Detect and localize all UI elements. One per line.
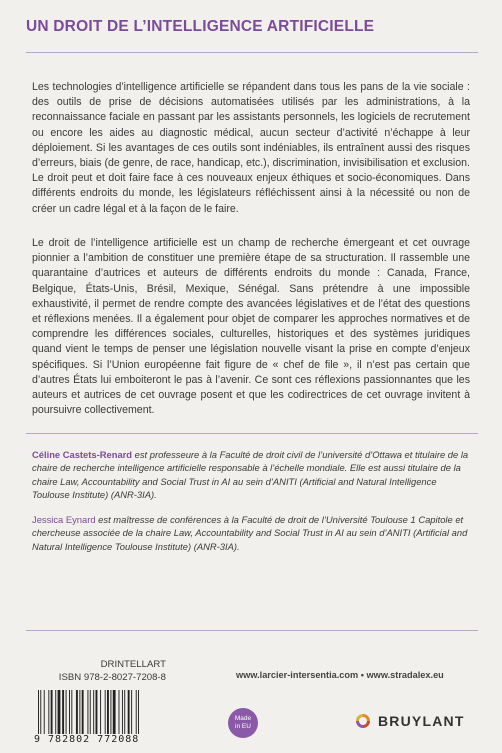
barcode: [36, 690, 172, 734]
book-title: UN DROIT DE L’INTELLIGENCE ARTIFICIELLE: [26, 18, 375, 35]
author-bio-text: est maîtresse de conférences à la Faculté de droit de l’Université Toulouse 1 Capitole et chercheuse associée de la chaire Law, Accountability and Social Trust in AI au sein d’ANITI (Artificial and Natural Intelligence Toulouse Institute) (ANR-3IA).: [32, 514, 468, 552]
bruylant-logo-icon: [354, 712, 372, 730]
author-name: Jessica Eynard: [32, 514, 96, 525]
divider: [26, 52, 478, 53]
summary-paragraph-1: Les technologies d’intelligence artificielle se répandent dans tous les pans de la vie sociale : des outils de prise de décisions automatisées utilisés par les administrations, à la reconnaissance faciale en passant par les assistants personnels, les logiciels de recrutement ou encore les aides au diagnostic médical, aucun secteur d’activité n’échappe à leur déploiement. Si les avantages de ces outils sont indéniables, ils entraînent aussi des risques d’erreurs, biais (de genre, de race, handicap, etc.), discrimination, invisibilisation et exclusion. Le droit peut et doit faire face à ces nouveaux enjeux éthiques et socio-économiques. Dans différents endroits du monde, les législateurs réfléchissent ainsi à la nécessité ou non de créer un cadre légal et à la façon de le faire.: [32, 81, 470, 215]
divider: [26, 630, 478, 631]
publisher-name: BRUYLANT: [378, 713, 465, 729]
book-code: DRINTELLART: [100, 659, 166, 670]
made-in-label: Made: [234, 715, 252, 722]
book-codes: [50, 658, 166, 684]
divider: [26, 433, 478, 434]
made-in-label: in EU: [235, 723, 251, 730]
isbn: ISBN 978-2-8027-7208-8: [58, 672, 166, 683]
publisher: [354, 712, 465, 730]
publisher-websites: www.larcier-intersentia.com • www.stradalex.eu: [236, 670, 444, 680]
author-bio-text: est professeure à la Faculté de droit civil de l’université d’Ottawa et titulaire de la chaire de recherche intelligence artificielle responsable à l’échelle mondiale. Elle est aussi titulaire de la chaire Law, Accountability and Social Trust in AI au sein d’ANITI (Artificial and Natural Intelligence Toulouse Institute) (ANR-3IA).: [32, 449, 469, 501]
author-name: Céline Castets-Renard: [32, 449, 133, 460]
ean-number: 9 782802 772088: [34, 734, 140, 745]
author-bio-1: [32, 448, 470, 502]
author-bio-2: [32, 513, 470, 553]
summary-paragraph-2: Le droit de l’intelligence artificielle est un champ de recherche émergeant et cet ouvrage pionnier a l’ambition de constituer une première étape de sa structuration. Il rassemble une quarantaine d’autrices et auteurs de différents endroits du monde : Canada, France, Belgique, États-Unis, Brésil, Mexique, Sénégal. Sans prétendre à une impossible exhaustivité, il permet de rendre compte des avancées législatives et de l’état des questions et réflexions menées. Il a également pour objet de comparer les approches normatives et de comprendre les différences sociales, culturelles, historiques et des systèmes juridiques quand vient le temps de penser une législation nouvelle visant la prise en compte d’enjeux spécifiques. Si l’Union européenne fait figure de « chef de file », il n’est pas certain que d’autres États lui emboiteront le pas à l’avenir. Ce sont ces réflexions passionnantes que les auteurs et autrices de cet ouvrage posent et que les codirectrices de cet ouvrage invitent à poursuivre collectivement.: [32, 237, 470, 417]
made-in-eu-badge: [228, 708, 258, 738]
